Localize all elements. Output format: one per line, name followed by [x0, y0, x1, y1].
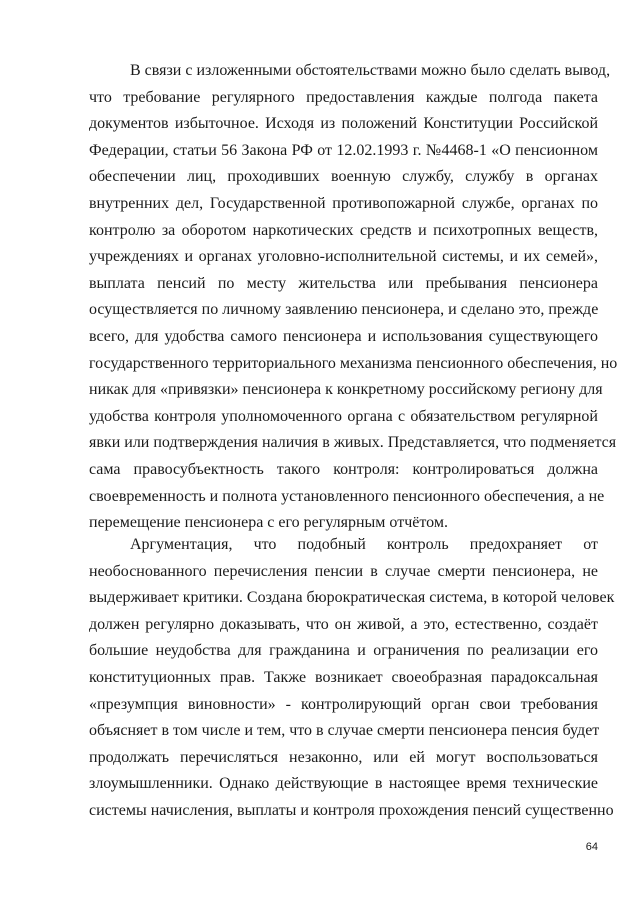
text-line: документов избыточное. Исходя из положений Конституции Российской	[89, 115, 598, 133]
text-line: осуществляется по личному заявлению пенсионера, и сделано это, прежде	[89, 301, 599, 319]
text-line: внутренних дел, Государственной противопожарной службе, органах по	[89, 194, 598, 212]
text-line: выдерживает критики. Создана бюрократическая система, в которой человек	[89, 589, 615, 607]
text-line: Аргументация, что подобный контроль предохраняет от	[130, 536, 598, 553]
text-line: государственного территориального механизма пенсионного обеспечения, но	[89, 354, 618, 372]
text-line: «презумпция виновности» - контролирующий орган свои требования	[89, 695, 598, 713]
text-line: сама правосубъектность такого контроля: контролироваться должна	[89, 460, 598, 478]
text-line: конституционных прав. Также возникает своеобразная парадоксальная	[89, 668, 598, 686]
paragraph-1	[89, 58, 618, 537]
text-line: никак для «привязки» пенсионера к конкретному российскому региону для	[89, 381, 603, 399]
text-line: явки или подтверждения наличия в живых. Представляется, что подменяется	[89, 434, 617, 452]
text-line: выплата пенсий по месту жительства или пребывания пенсионера	[89, 274, 598, 292]
text-line: учреждениях и органах уголовно-исполнительной системы, и их семей»,	[89, 248, 598, 266]
text-line: большие неудобства для гражданина и ограничения по реализации его	[89, 642, 598, 660]
text-line: необоснованного перечисления пенсии в случае смерти пенсионера, не	[89, 562, 598, 580]
text-line: своевременность и полнота установленного пенсионного обеспечения, а не	[89, 487, 605, 505]
text-line: контролю за оборотом наркотических средств и психотропных веществ,	[89, 221, 598, 239]
text-line: должен регулярно доказывать, что он живой, а это, естественно, создаёт	[89, 615, 598, 633]
page-number: 64	[585, 841, 598, 853]
text-line: Федерации, статьи 56 Закона РФ от 12.02.1993 г. №4468-1 «О пенсионном	[89, 141, 598, 159]
text-line: В связи с изложенными обстоятельствами можно было сделать вывод,	[130, 62, 611, 79]
text-line: системы начисления, выплаты и контроля прохождения пенсий существенно	[89, 801, 614, 819]
text-line: удобства контроля уполномоченного органа с обязательством регулярной	[89, 407, 598, 425]
text-line: обеспечении лиц, проходивших военную службу, службу в органах	[89, 168, 598, 186]
text-line: перемещение пенсионера с его регулярным отчётом.	[89, 514, 448, 532]
text-line: что требование регулярного предоставления каждые полгода пакета	[89, 88, 598, 106]
text-line: всего, для удобства самого пенсионера и использования существующего	[89, 327, 598, 345]
paragraph-2	[89, 532, 615, 825]
text-line: злоумышленники. Однако действующие в настоящее время технические	[89, 775, 598, 793]
text-line: объясняет в том числе и тем, что в случае смерти пенсионера пенсия будет	[89, 722, 600, 740]
text-line: продолжать перечисляться незаконно, или ей могут воспользоваться	[89, 748, 598, 766]
